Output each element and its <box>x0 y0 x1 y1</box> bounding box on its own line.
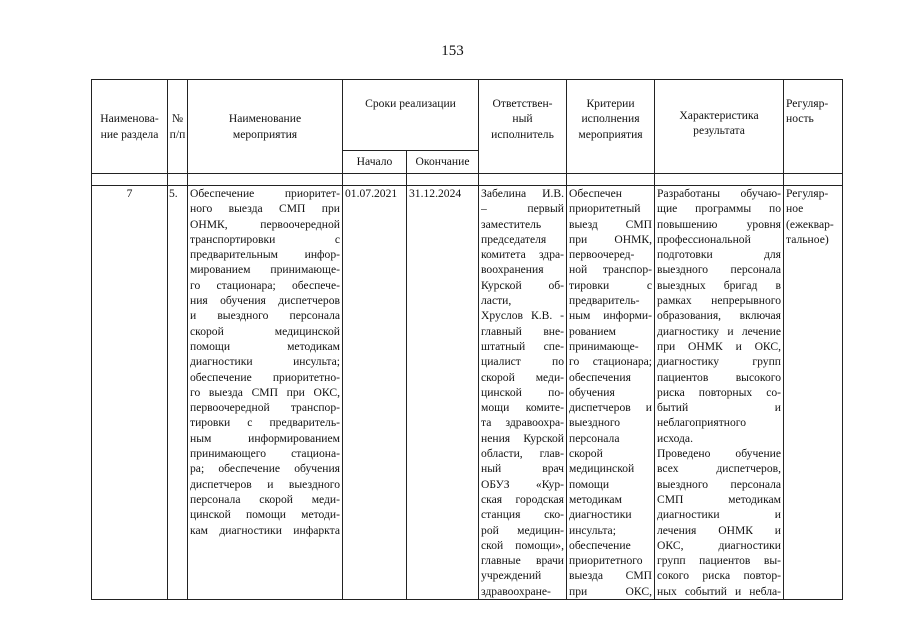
text-line: выездных бригад в <box>657 278 782 292</box>
text-line: обеспечение приоритетно- <box>190 370 340 384</box>
text-line: тальное) <box>786 232 829 246</box>
event-text <box>190 186 340 538</box>
text-line: выездного персонала <box>657 477 782 491</box>
header-number: № п/п <box>168 80 188 174</box>
text-line: ного выезда СМП при <box>190 202 340 216</box>
text-line: обеспечение <box>569 538 631 552</box>
text-line: приоритетный <box>569 202 641 216</box>
cell-end: 31.12.2024 <box>407 186 479 600</box>
text-line: главные врачи <box>481 554 565 568</box>
text-line: диагностики <box>569 508 632 522</box>
text-line: го стационара; обеспече- <box>190 278 340 292</box>
text-line: здравоохране- <box>481 584 551 598</box>
text-line: диспетчеров и <box>569 401 653 415</box>
text-line: транспортировки с <box>190 232 340 246</box>
text-line: Регуляр- <box>786 187 829 200</box>
text-line: принимающего стациона- <box>190 447 340 461</box>
text-line: рой медицин- <box>481 523 565 537</box>
text-line: тировки с <box>569 278 653 292</box>
text-line: комитета здра- <box>481 248 565 262</box>
text-line: ОКС, диагностики <box>657 538 782 552</box>
text-line: при ОНМК и ОКС, <box>657 339 782 353</box>
header-result: Характеристика результата <box>655 80 784 174</box>
header-event-name: Наименование мероприятия <box>188 80 343 174</box>
page-number: 153 <box>441 43 464 59</box>
text-line: цинской по- <box>481 385 565 399</box>
text-line: неблагоприятного <box>657 416 747 430</box>
text-line: обучения <box>569 385 615 399</box>
header-row <box>92 80 843 151</box>
text-line: главный вне- <box>481 324 565 338</box>
cell-regularity <box>784 186 843 600</box>
text-line: та здравоохра- <box>481 416 565 430</box>
cell-start: 01.07.2021 <box>343 186 407 600</box>
events-table <box>91 79 843 600</box>
text-line: рамках непрерывного <box>657 294 782 308</box>
text-line: диагностики и <box>657 508 782 522</box>
text-line: скорой <box>569 447 603 461</box>
text-line: ласти, <box>481 294 512 308</box>
text-line: бытий и <box>657 401 782 415</box>
text-line: помощи <box>569 477 610 491</box>
header-end: Окончание <box>407 151 479 174</box>
text-line: нения Курской <box>481 431 565 445</box>
text-line: ных событий и небла- <box>657 584 782 598</box>
header-section-name: Наименова- ние раздела <box>92 80 168 174</box>
text-line: штатный спе- <box>481 339 565 353</box>
text-line: диагностики инсульта; <box>190 355 340 369</box>
text-line: воохранения <box>481 263 544 277</box>
text-line: (ежеквар- <box>786 217 834 231</box>
text-line: ный врач <box>481 462 565 476</box>
text-line: выезда СМП <box>569 569 653 583</box>
text-line: председателя <box>481 232 547 246</box>
text-line: диагностику групп <box>657 355 782 369</box>
text-line: исхода. <box>657 431 693 445</box>
table-row <box>92 186 843 600</box>
text-line: всех диспетчеров, <box>657 462 782 476</box>
text-line: при ОКС, <box>569 584 653 598</box>
text-line: Курской об- <box>481 278 565 292</box>
header-criteria: Критерии исполнения мероприятия <box>567 80 655 174</box>
cell-responsible <box>479 186 567 600</box>
text-line: – первый <box>481 202 565 216</box>
text-line: рованием <box>569 324 616 338</box>
text-line: принимающе- <box>569 339 639 353</box>
text-line: ное <box>786 202 804 216</box>
text-line: циалист по <box>481 355 565 369</box>
text-line: Хруслов К.В. - <box>481 309 565 323</box>
regularity-text <box>786 186 840 247</box>
text-line: ской помощи», <box>481 538 565 552</box>
text-line: лечения ОНМК и <box>657 523 782 537</box>
header-responsible: Ответствен- ный исполнитель <box>479 80 567 174</box>
header-start: Начало <box>343 151 407 174</box>
text-line: заместитель <box>481 217 542 231</box>
text-line: выезд СМП <box>569 217 653 231</box>
text-line: сокого риска повтор- <box>657 569 782 583</box>
text-line: приоритетного <box>569 554 643 568</box>
cell-event <box>188 186 343 600</box>
text-line: станция ско- <box>481 508 565 522</box>
text-line: ния обучения диспетчеров <box>190 294 340 308</box>
text-line: выездного <box>569 416 621 430</box>
text-line: Проведено обучение <box>657 447 782 461</box>
text-line: ОБУЗ «Кур- <box>481 477 565 491</box>
text-line: мощи комите- <box>481 401 565 415</box>
text-line: ская городская <box>481 492 565 506</box>
cell-number: 5. <box>168 186 188 600</box>
text-line: учреждений <box>481 569 542 583</box>
text-line: скорой меди- <box>481 370 565 384</box>
text-line: ным информи- <box>569 309 653 323</box>
text-line: методикам <box>569 492 622 506</box>
text-line: риска повторных со- <box>657 385 782 399</box>
text-line: обеспечения <box>569 370 631 384</box>
text-line: первоочередной транспор- <box>190 401 340 415</box>
text-line: скорой медицинской <box>190 324 340 338</box>
header-deadlines: Сроки реализации <box>343 80 479 151</box>
text-line: предваритель- <box>569 294 640 308</box>
text-line: щие программы по <box>657 202 782 216</box>
text-line: инсульта; <box>569 523 616 537</box>
cell-result <box>655 186 784 600</box>
text-line: повышению уровня <box>657 217 782 231</box>
criteria-text <box>569 186 652 599</box>
text-line: помощи методикам <box>190 339 340 353</box>
text-line: групп пациентов вы- <box>657 554 782 568</box>
text-line: ным информированием <box>190 431 340 445</box>
text-line: предварительным инфор- <box>190 248 340 262</box>
text-line: ра; обеспечение обучения <box>190 462 340 476</box>
text-line: кам диагностики инфаркта <box>190 523 340 537</box>
text-line: Забелина И.В. <box>481 187 565 200</box>
text-line: диагностику и лечение <box>657 324 782 338</box>
text-line: тировки с предваритель- <box>190 416 340 430</box>
text-line: пациентов высокого <box>657 370 782 384</box>
text-line: первоочеред- <box>569 248 635 262</box>
text-line: го выезда СМП при ОКС, <box>190 385 340 399</box>
text-line: Обеспечен <box>569 187 622 200</box>
header-regularity: Регуляр- ность <box>784 80 843 174</box>
text-line: и выездного персонала <box>190 309 340 323</box>
text-line: ной транспор- <box>569 263 653 277</box>
text-line: выездного персонала <box>657 263 782 277</box>
responsible-text <box>481 186 564 599</box>
text-line: мированием принимающе- <box>190 263 340 277</box>
text-line: цинской помощи методи- <box>190 508 340 522</box>
text-line: ОНМК, первоочередной <box>190 217 340 231</box>
text-line: диспетчеров и выездного <box>190 477 340 491</box>
text-line: медицинской <box>569 462 635 476</box>
text-line: Разработаны обучаю- <box>657 187 782 200</box>
text-line: персонала скорой меди- <box>190 492 340 506</box>
text-line: персонала <box>569 431 620 445</box>
text-line: профессиональной <box>657 232 751 246</box>
cell-criteria <box>567 186 655 600</box>
cell-section: 7 <box>92 186 168 600</box>
text-line: Обеспечение приоритет- <box>190 187 340 200</box>
result-text <box>657 186 781 599</box>
text-line: при ОНМК, <box>569 232 653 246</box>
text-line: образования, включая <box>657 309 782 323</box>
text-line: области, глав- <box>481 447 565 461</box>
text-line: СМП методикам <box>657 492 782 506</box>
text-line: подготовки для <box>657 248 782 262</box>
text-line: го стационара; <box>569 355 653 369</box>
spacer-row <box>92 174 843 186</box>
